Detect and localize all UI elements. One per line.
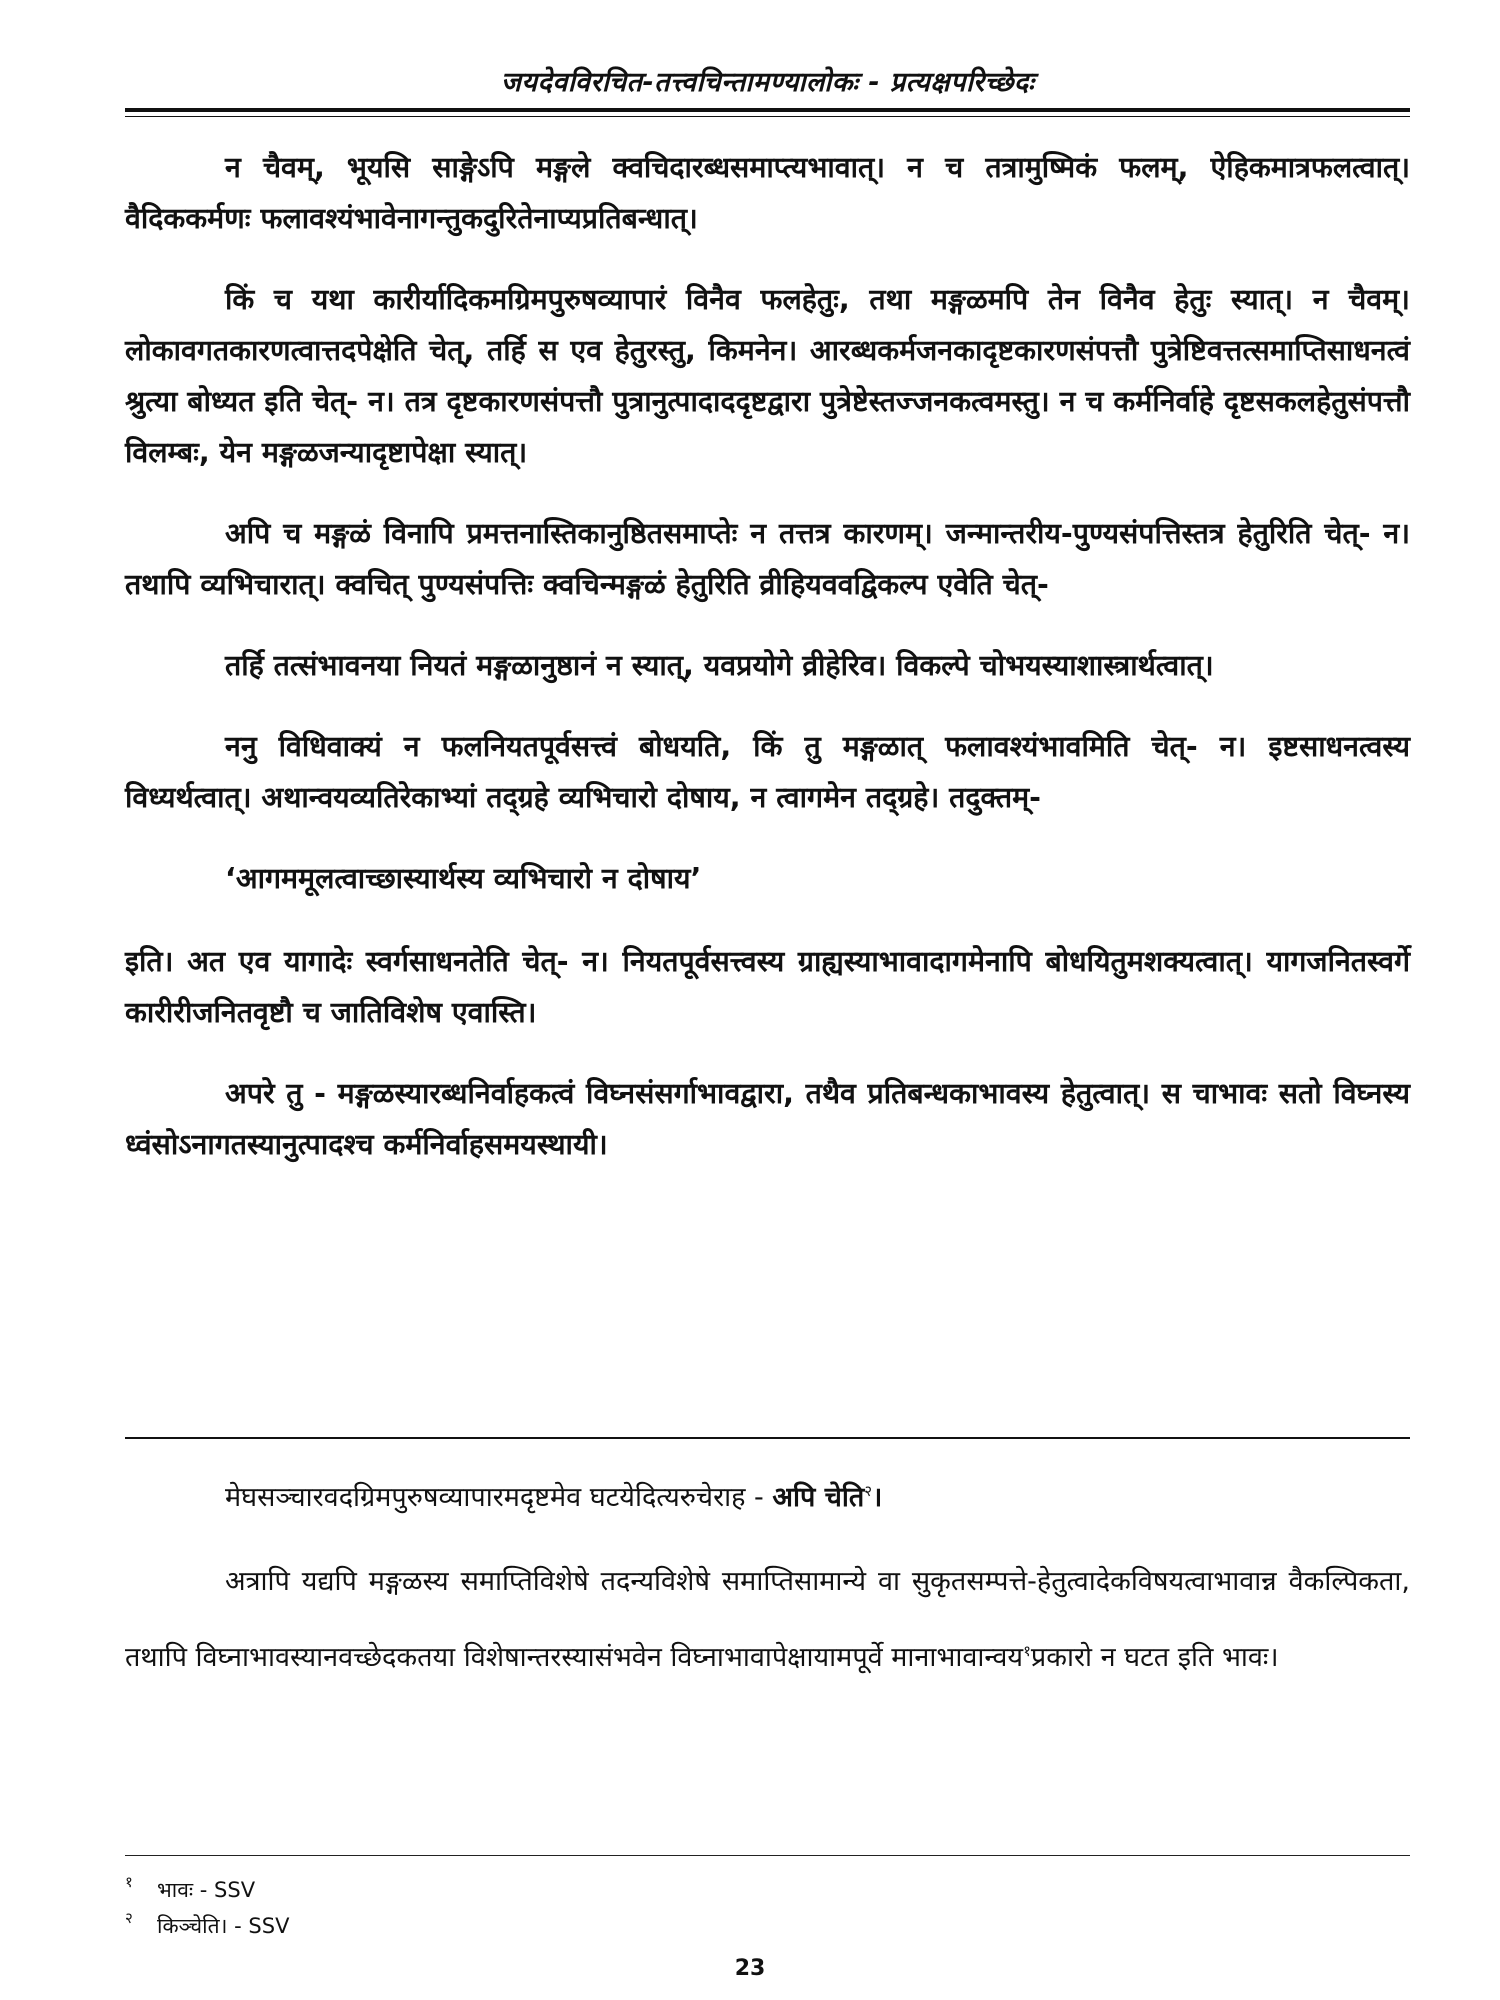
footnote-ref-2: २ [864, 1482, 873, 1500]
commentary-text [125, 1460, 1410, 1704]
header-rule-thick [125, 108, 1410, 112]
main-paragraph-6: इति। अत एव यागादेः स्वर्गसाधनतेति चेत्- न। नियतपूर्वसत्त्वस्य ग्राह्यस्याभावादागमेनापि बोधयितुमशक्यत्वात्। यागजनितस्वर्गे कारीरीजनितवृष्टौ च जातिविशेष एवास्ति। [125, 945, 1410, 1029]
footnote-2-number: २ [125, 1909, 133, 1927]
commentary-1-text: मेघसञ्चारवदग्रिमपुरुषव्यापारमदृष्टमेव घटयेदित्यरुचेराह - [225, 1482, 773, 1513]
quotation: ‘आगममूलत्वाच्छास्यार्थस्य व्यभिचारो न दोषाय’ [225, 862, 702, 895]
footnote-2 [125, 1908, 1025, 1944]
footnote-1-text: भावः - SSV [157, 1878, 256, 1902]
commentary-2-part1: अत्रापि यद्यपि मङ्गळस्य समाप्तिविशेषे तदन्यविशेषे समाप्तिसामान्ये वा सुकृतसम्पत्ते-हेतुत्वादेकविषयत्वाभावान्न वैकल्पिकता, तथापि विघ्नाभावस्यानवच्छेदकतया विशेषान्तरस्यासंभवेन विघ्नाभावापेक्षायामपूर्वे मानाभावान्वय [125, 1566, 1410, 1673]
footnotes [125, 1872, 1025, 1944]
commentary-separator [125, 1437, 1410, 1439]
running-header: जयदेवविरचित-तत्त्वचिन्तामण्यालोकः - प्रत्यक्षपरिच्छेदः [500, 67, 1035, 98]
footnote-1 [125, 1872, 1025, 1908]
commentary-1-end: । [872, 1482, 883, 1513]
page-number: 23 [734, 1956, 766, 1981]
commentary-paragraph-2 [125, 1544, 1410, 1696]
commentary-2-part2: प्रकारो न घटत इति भावः। [1030, 1642, 1279, 1673]
commentary-paragraph-1 [125, 1460, 1410, 1536]
footnote-rule [125, 1855, 1410, 1856]
main-paragraph-2: किं च यथा कारीर्यादिकमग्रिमपुरुषव्यापारं विनैव फलहेतुः, तथा मङ्गळमपि तेन विनैव हेतुः स्यात्। न चैवम्। लोकावगतकारणत्वात्तदपेक्षेति चेत्, तर्हि स एव हेतुरस्तु, किमनेन। आरब्धकर्मजनकादृष्टकारणसंपत्तौ पुत्रेष्टिवत्तत्समाप्तिसाधनत्वं श्रुत्या बोध्यत इति चेत्- न। तत्र दृष्टकारणसंपत्तौ पुत्रानुत्पादाददृष्टद्वारा पुत्रेष्टेस्तज्जनकत्वमस्तु। न च कर्मनिर्वाहे दृष्टसकलहेतुसंपत्तौ विलम्बः, येन मङ्गळजन्यादृष्टापेक्षा स्यात्। [125, 283, 1410, 469]
main-paragraph-4: तर्हि तत्संभावनया नियतं मङ्गळानुष्ठानं न स्यात्, यवप्रयोगे व्रीहेरिव। विकल्पे चोभयस्याशास्त्रार्थत्वात्। [225, 649, 1214, 682]
main-paragraph-1: न चैवम्, भूयसि साङ्गेऽपि मङ्गले क्वचिदारब्धसमाप्त्यभावात्। न च तत्रामुष्मिकं फलम्, ऐहिकमात्रफलत्वात्। वैदिककर्मणः फलावश्यंभावेनागन्तुकदुरितेनाप्यप्रतिबन्धात्। [125, 151, 1410, 235]
footnote-ref-1: १ [1023, 1642, 1031, 1660]
footnote-1-number: १ [125, 1873, 133, 1891]
footnote-2-text: किञ्चेति। - SSV [157, 1914, 290, 1938]
header-rule-thin [125, 116, 1410, 117]
main-paragraph-7: अपरे तु - मङ्गळस्यारब्धनिर्वाहकत्वं विघ्नसंसर्गाभावद्वारा, तथैव प्रतिबन्धकाभावस्य हेतुत्वात्। स चाभावः सतो विघ्नस्य ध्वंसोऽनागतस्यानुत्पादश्च कर्मनिर्वाहसमयस्थायी। [125, 1077, 1410, 1161]
main-text [125, 142, 1410, 1200]
commentary-1-lemma: अपि चेति [772, 1482, 865, 1513]
main-paragraph-3: अपि च मङ्गळं विनापि प्रमत्तनास्तिकानुष्ठितसमाप्तेः न तत्तत्र कारणम्। जन्मान्तरीय-पुण्यसंपत्तिस्तत्र हेतुरिति चेत्- न। तथापि व्यभिचारात्। क्वचित् पुण्यसंपत्तिः क्वचिन्मङ्गळं हेतुरिति व्रीहियववद्विकल्प एवेति चेत्- [125, 517, 1410, 601]
main-paragraph-5: ननु विधिवाक्यं न फलनियतपूर्वसत्त्वं बोधयति, किं तु मङ्गळात् फलावश्यंभावमिति चेत्- न। इष्टसाधनत्वस्य विध्यर्थत्वात्। अथान्वयव्यतिरेकाभ्यां तद्ग्रहे व्यभिचारो दोषाय, न त्वागमेन तद्ग्रहे। तदुक्तम्- [125, 730, 1410, 814]
